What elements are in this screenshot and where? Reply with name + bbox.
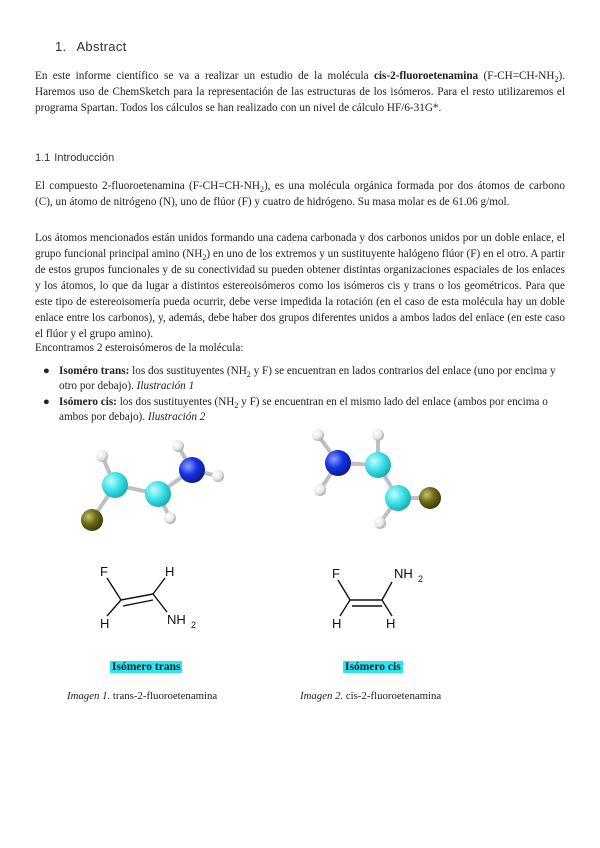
hydrogen-atom (312, 429, 324, 441)
carbon-atom (145, 481, 171, 507)
text: El compuesto 2-fluoroetenamina (F-CH=CH-NH (35, 180, 260, 192)
atom-label-NH: NH (167, 612, 186, 627)
bullet-icon: ● (43, 365, 50, 377)
intro-paragraph-3: Encontramos 2 esteroisómeros de la molécula: (35, 342, 244, 354)
atom-label-F: F (100, 564, 108, 579)
atom-label-F: F (332, 566, 340, 581)
atom-label-H: H (386, 616, 396, 631)
hydrogen-atom (164, 512, 176, 524)
abstract-heading (55, 39, 127, 54)
hydrogen-atom (212, 470, 224, 482)
figure-caption-1 (67, 690, 217, 702)
intro-heading (35, 152, 114, 164)
cis-isomer-label: Isómero cis (345, 661, 401, 673)
carbon-atom (385, 485, 411, 511)
nitrogen-atom (179, 457, 205, 483)
section-title: Introducción (54, 152, 115, 164)
caption-text: trans-2-fluoroetenamina (110, 690, 218, 702)
section-number: 1. (55, 39, 67, 54)
section-number: 1.1 (35, 152, 51, 164)
atom-label-H: H (165, 564, 175, 579)
figure-caption-2 (300, 690, 441, 702)
intro-paragraph-1 (35, 178, 565, 210)
text: (F-CH=CH-NH (478, 70, 555, 82)
nitrogen-atom (325, 450, 351, 476)
text: En este informe científico se va a realizar un estudio de la molécula (35, 70, 374, 82)
isomer-list (35, 364, 565, 426)
hydrogen-atom (96, 450, 108, 462)
intro-paragraph-2 (35, 230, 565, 342)
cis-3d-model (300, 420, 460, 540)
text: ) en uno de los extremos y un sustituyente halógeno flúor (F) en el otro. A partir de estos grupos funcionales y de su conectividad su pueden obtener distintas organizaciones espaciales de los enlaces y los átomos, lo que da lugar a distintos estereoisómeros como los isómeros cis y trans o los geométricos. Para que este tipo de estereoisomería pueda ocurrir, debe verse impedida la rotación (en el caso de esta molécula hay un doble enlace entre los carbonos), y, además, debe haber dos grupos diferentes unidos a ambos lados del enlace (en este caso el flúor y el grupo amino). (35, 248, 565, 340)
text: Los átomos mencionados están unidos formando una cadena carbonada y dos carbonos unidos por un doble enlace, el grupo funcional principal amino (NH (35, 232, 565, 260)
caption-label: Imagen 2. (300, 690, 344, 702)
abstract-paragraph (35, 68, 565, 116)
text: y F) se encuentran en lados contrarios del enlace (uno por encima y otro por debajo). (59, 365, 556, 392)
carbon-atom (365, 452, 391, 478)
item-term: Isómero cis: (59, 396, 117, 408)
carbon-atom (102, 472, 128, 498)
text: los dos sustituyentes (NH (116, 396, 235, 408)
figure-reference: Ilustración 2 (147, 411, 206, 423)
trans-isomer-label: Isómero trans (112, 661, 181, 673)
figure-reference: Ilustración 1 (136, 380, 195, 392)
hydrogen-atom (172, 440, 184, 452)
atom-label-subscript: 2 (418, 574, 424, 584)
item-term: Isoméro trans: (59, 365, 130, 377)
caption-label: Imagen 1. (67, 690, 111, 702)
text: ), es una molécula orgánica formada por dos átomos de carbono (C), un átomo de nitrógeno (N), uno de flúor (F) y cuatro de hidrógeno. Su masa molar es de 61.06 g/mol. (35, 180, 565, 208)
trans-skeletal-formula (95, 560, 215, 635)
subscript: 2 (234, 401, 239, 411)
trans-3d-model (60, 420, 260, 540)
subscript: 2 (202, 253, 207, 263)
text: y F) se encuentran en el mismo lado del enlace (ambos por encima o ambos por debajo). (59, 396, 548, 423)
hydrogen-atom (374, 517, 386, 529)
fluorine-atom (81, 509, 103, 531)
hydrogen-atom (372, 429, 384, 441)
bullet-icon: ● (43, 396, 50, 408)
subscript: 2 (246, 370, 251, 380)
hydrogen-atom (314, 484, 326, 496)
list-item (35, 364, 565, 394)
subscript: 2 (554, 75, 559, 85)
molecule-name: cis-2-fluoroetenamina (373, 70, 479, 82)
atom-label-NH: NH (394, 566, 413, 581)
subscript: 2 (259, 185, 264, 195)
atom-label-subscript: 2 (191, 620, 197, 630)
atom-label-H: H (100, 616, 110, 631)
caption-text: cis-2-fluoroetenamina (343, 690, 442, 702)
section-title: Abstract (76, 39, 127, 54)
text: ). Haremos uso de ChemSketch para la representación de las estructuras de los isómeros. Para el resto utilizaremos el programa Spartan. Todos los cálculos se han realizado con un nivel de cálculo HF/6-31G*. (35, 70, 566, 114)
text: los dos sustituyentes (NH (129, 365, 247, 377)
cis-skeletal-formula (320, 560, 440, 635)
atom-label-H: H (332, 616, 342, 631)
fluorine-atom (419, 487, 441, 509)
